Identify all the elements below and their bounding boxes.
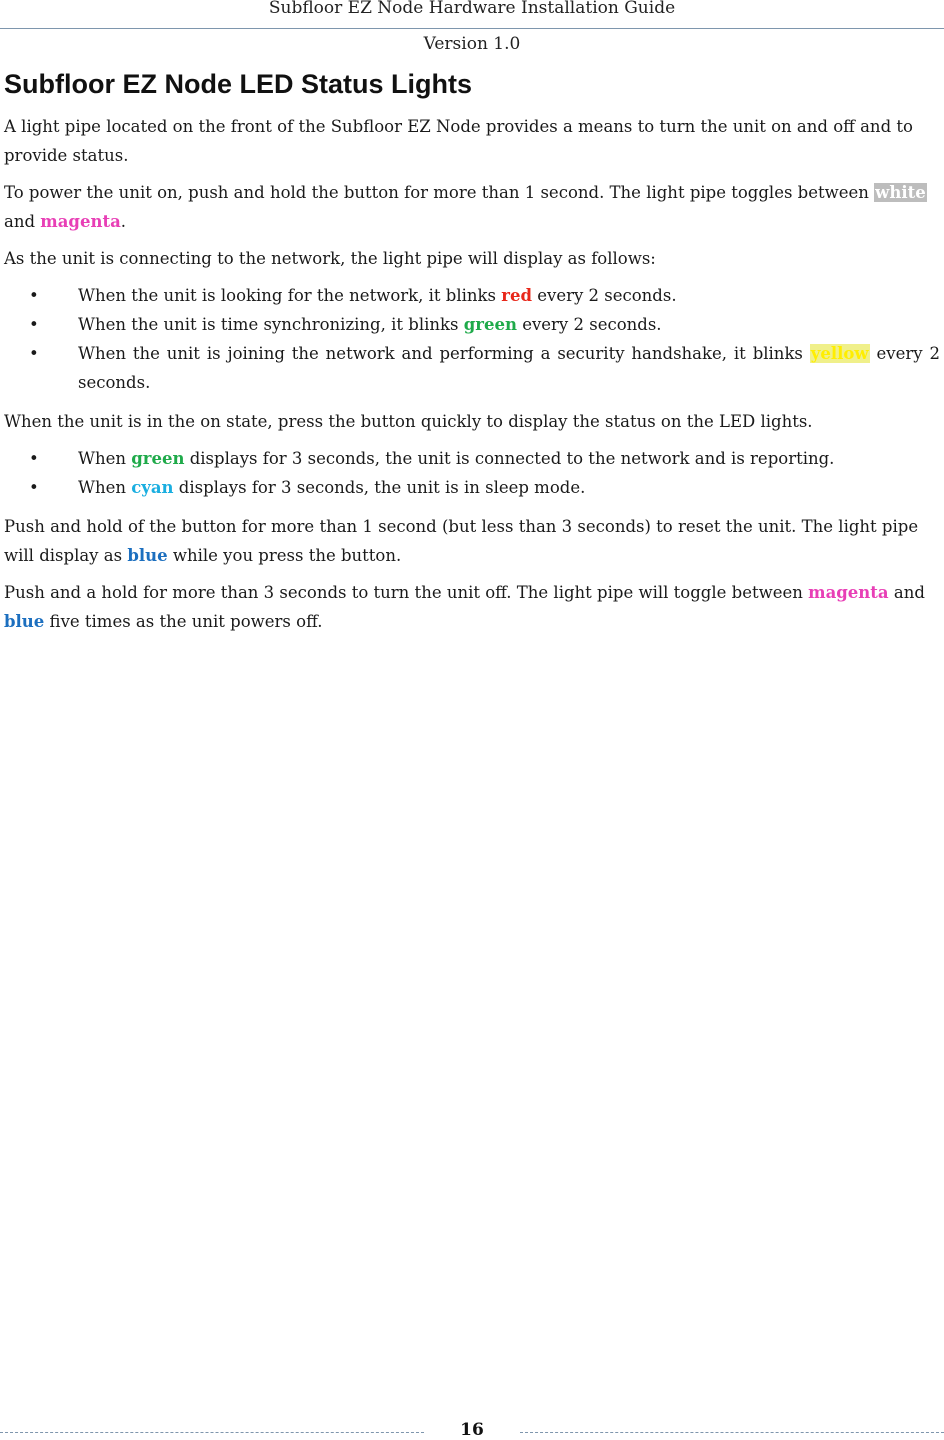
color-word-green: green <box>131 449 185 468</box>
text-segment: When the unit is time synchronizing, it blinks <box>78 315 464 334</box>
on-state-paragraph: When the unit is in the on state, press the button quickly to display the status on the LED lights. <box>4 412 813 431</box>
page-number: 16 <box>460 1420 484 1440</box>
text-segment: When the unit is joining the network and performing a security handshake, it blinks <box>78 344 810 363</box>
text-segment: displays for 3 seconds, the unit is connected to the network and is reporting. <box>184 449 835 468</box>
on-state-status-list <box>4 444 940 502</box>
text-segment: . <box>120 212 127 231</box>
list-item <box>4 281 940 310</box>
footer-divider-left <box>0 1432 424 1433</box>
connecting-status-list <box>4 281 940 397</box>
color-word-blue: blue <box>127 546 168 565</box>
color-word-magenta: magenta <box>808 583 889 602</box>
power-on-paragraph <box>4 178 940 236</box>
color-word-white: white <box>875 183 926 202</box>
connecting-paragraph: As the unit is connecting to the network, the light pipe will display as follows: <box>4 249 656 268</box>
text-segment: Push and a hold for more than 3 seconds to turn the unit off. The light pipe will toggle between <box>4 583 809 602</box>
page-footer <box>0 1418 944 1440</box>
text-segment: every 2 seconds. <box>78 344 940 392</box>
color-word-yellow: yellow <box>810 344 869 363</box>
text-segment: When <box>78 478 132 497</box>
text-segment: and <box>888 583 925 602</box>
list-item <box>4 339 940 397</box>
text-segment: and <box>4 212 41 231</box>
text-segment: When the unit is looking for the network, it blinks <box>78 286 502 305</box>
list-item <box>4 473 940 502</box>
color-word-red: red <box>501 286 532 305</box>
text-segment: displays for 3 seconds, the unit is in sleep mode. <box>173 478 586 497</box>
document-title: Subfloor EZ Node Hardware Installation Guide <box>268 0 676 18</box>
list-item <box>4 310 940 339</box>
intro-paragraph: A light pipe located on the front of the Subfloor EZ Node provides a means to turn the unit on and off and to provide status. <box>4 117 913 165</box>
text-segment: When <box>78 449 132 468</box>
text-segment: every 2 seconds. <box>531 286 677 305</box>
footer-divider-right <box>520 1432 944 1433</box>
text-segment: To power the unit on, push and hold the button for more than 1 second. The light pipe toggles between <box>4 183 875 202</box>
text-segment: while you press the button. <box>167 546 402 565</box>
reset-paragraph <box>4 512 940 570</box>
document-version: Version 1.0 <box>423 34 521 54</box>
color-word-green: green <box>463 315 517 334</box>
list-item <box>4 444 940 473</box>
color-word-cyan: cyan <box>131 478 174 497</box>
text-segment: every 2 seconds. <box>516 315 662 334</box>
header-divider <box>0 28 944 29</box>
power-off-paragraph <box>4 578 940 636</box>
color-word-magenta: magenta <box>40 212 121 231</box>
color-word-blue: blue <box>4 612 45 631</box>
section-heading: Subfloor EZ Node LED Status Lights <box>4 69 472 99</box>
text-segment: Push and hold of the button for more than 1 second (but less than 3 seconds) to reset the unit. The light pipe will display as <box>4 517 919 565</box>
page-content <box>4 66 940 644</box>
text-segment: five times as the unit powers off. <box>44 612 323 631</box>
